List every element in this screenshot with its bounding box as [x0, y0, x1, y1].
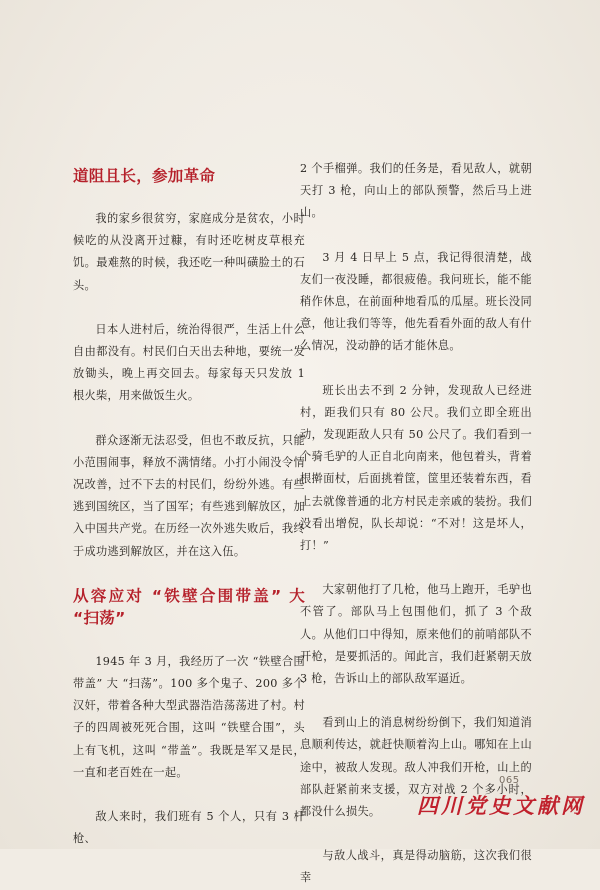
paragraph: 看到山上的消息树纷纷倒下，我们知道消息顺利传达，就赶快顺着沟上山。哪知在上山途中，被敌人发现。敌人冲我们开枪，山上的部队赶紧前来支援，双方对战 2 个多小时，都没什么损失。	[300, 716, 532, 819]
paragraph: 班长出去不到 2 分钟，发现敌人已经进村，距我们只有 80 公尺。我们立即全班出动，发现距敌人只有 50 公尺了。我们看到一个骑毛驴的人正自北向南来，他包着头，背着根擀面杖，后面挑着筐，筐里还装着东西，看上去就像普通的北方村民走亲戚的装扮。我们没看出增倪，队长却说：“不对！这是坏人，打！”	[300, 383, 532, 553]
paragraph: 大家朝他打了几枪，他马上跑开，毛驴也不管了。部队马上包围他们，抓了 3 个敌人。从他们口中得知，原来他们的前哨部队不开枪，是要抓活的。闻此言，我们赶紧朝天放 3 枪，告诉山上的部队敌军逼近。	[300, 583, 532, 686]
left-column	[73, 160, 305, 850]
paragraph: 2 个手榴弹。我们的任务是，看见敌人，就朝天打 3 枪，向山上的部队预警，然后马上进山。	[300, 162, 532, 220]
paragraph: 3 月 4 日早上 5 点，我记得很清楚，战友们一夜没睡，都很疲倦。我问班长，能不能稍作休息，在前面种地看瓜的瓜屋。班长没同意，他让我们等等，他先看看外面的敌人有什么情况，没动静的话才能休息。	[300, 250, 532, 353]
section-heading-2: 从容应对 “铁壁合围带盖” 大 “扫荡”	[73, 586, 305, 627]
paragraph: 敌人来时，我们班有 5 个人，只有 3 杆枪、	[73, 810, 305, 846]
paragraph: 日本人进村后，统治得很严，生活上什么自由都没有。村民们白天出去种地，要统一发放锄头，晚上再交回去。每家每天只发放 1 根火柴，用来做饭生火。	[73, 322, 305, 403]
paragraph: 与敌人战斗，真是得动脑筋，这次我们很幸	[300, 849, 532, 885]
page-number: 065	[499, 775, 520, 786]
paragraph: 群众逐渐无法忍受，但也不敢反抗，只能小范围闹事，释放不满情绪。小打小闹没令情况改善，过不下去的村民们，纷纷外逃。有些逃到国统区，当了国军；有些逃到解放区，加入中国共产党。在历经一次外逃失败后，我终于成功逃到解放区，并在这入伍。	[73, 433, 305, 558]
paragraph: 1945 年 3 月，我经历了一次 “铁壁合围带盖” 大 “扫荡”。100 多个鬼子、200 多个汉奸，带着各种大型武器浩浩荡荡进了村。村子的四周被死死合围，这叫 “铁壁合围”，头上有飞机，这叫 “带盖”。我既是军又是民，一直和老百姓在一起。	[73, 654, 305, 779]
brand-logo-text: 四川党史文献网	[417, 793, 585, 818]
section-heading-1: 道阻且长，参加革命	[73, 167, 216, 185]
paragraph: 我的家乡很贫穷，家庭成分是贫农，小时候吃的从没离开过糠，有时还吃树皮草根充饥。最难熬的时候，我还吃一种叫磺脸土的石头。	[73, 212, 305, 292]
right-column	[300, 158, 532, 890]
